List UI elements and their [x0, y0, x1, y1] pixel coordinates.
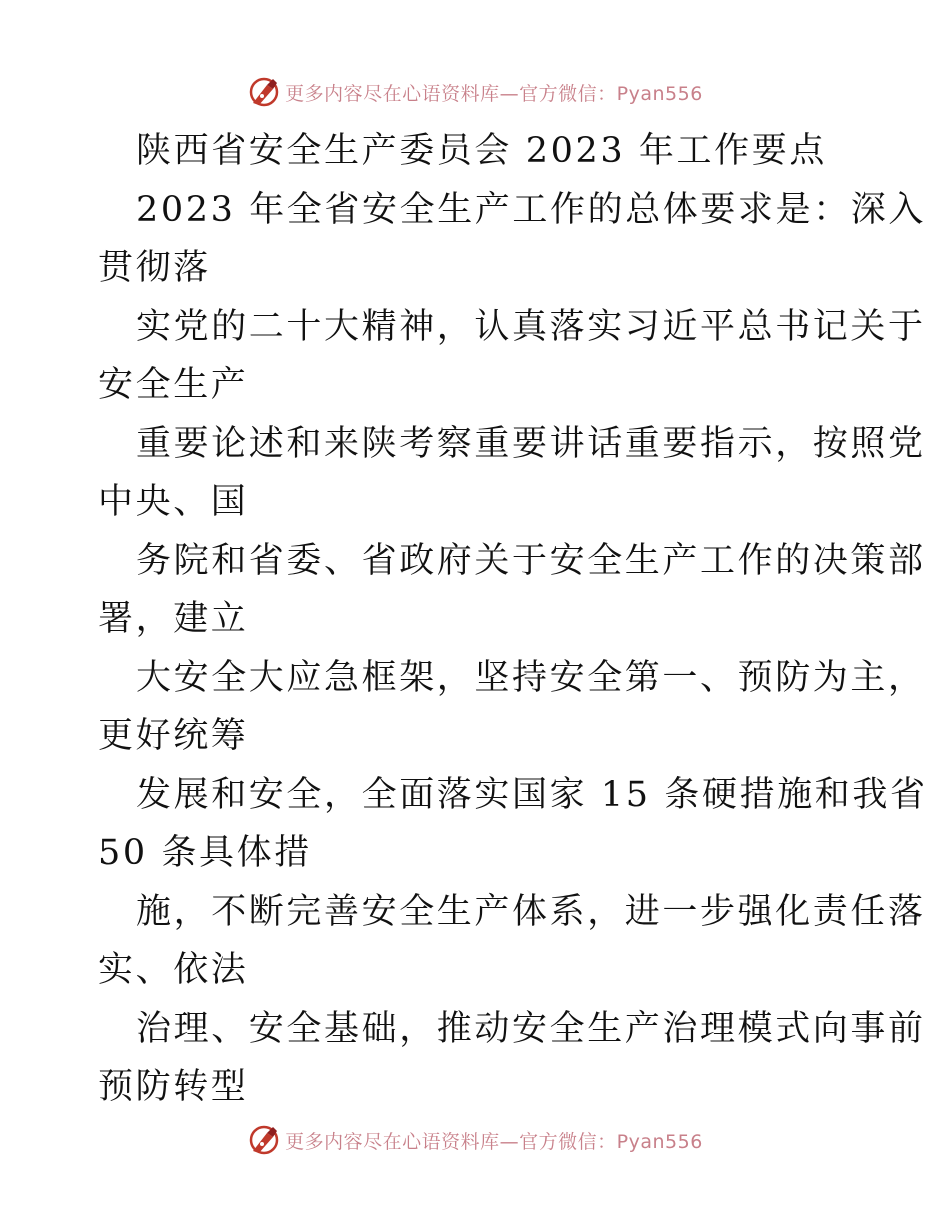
document-line: 2023 年全省安全生产工作的总体要求是：深入 [136, 189, 926, 230]
document-line: 安全生产 [98, 365, 249, 405]
pen-nib-icon [247, 75, 281, 109]
document-line: 中央、国 [98, 482, 249, 522]
watermark-group [247, 1123, 703, 1157]
document-line: 重要论述和来陕考察重要讲话重要指示，按照党 [136, 423, 926, 464]
document-line: 实党的二十大精神，认真落实习近平总书记关于 [136, 306, 926, 347]
document-line: 施，不断完善安全生产体系，进一步强化责任落 [136, 891, 926, 932]
watermark-group [247, 75, 703, 109]
pen-nib-icon [247, 1123, 281, 1157]
document-line: 实、依法 [98, 950, 249, 990]
watermark-banner-bottom [0, 1120, 950, 1160]
document-line: 陕西省安全生产委员会 2023 年工作要点 [136, 131, 827, 171]
document-line: 务院和省委、省政府关于安全生产工作的决策部 [136, 540, 926, 581]
document-line: 发展和安全，全面落实国家 15 条硬措施和我省 [136, 774, 928, 815]
document-line: 治理、安全基础，推动安全生产治理模式向事前 [136, 1008, 926, 1049]
document-line: 50 条具体措 [98, 833, 312, 873]
document-line: 更好统筹 [98, 716, 249, 756]
watermark-text: 更多内容尽在心语资料库—官方微信：Pyan556 [285, 82, 703, 105]
watermark-text: 更多内容尽在心语资料库—官方微信：Pyan556 [285, 1130, 703, 1153]
document-line: 大安全大应急框架，坚持安全第一、预防为主， [136, 657, 926, 698]
watermark-banner-top [0, 72, 950, 112]
document-line: 预防转型 [98, 1067, 249, 1107]
document-body [98, 122, 928, 1117]
document-line: 署，建立 [98, 599, 249, 639]
document-line: 贯彻落 [98, 248, 211, 288]
